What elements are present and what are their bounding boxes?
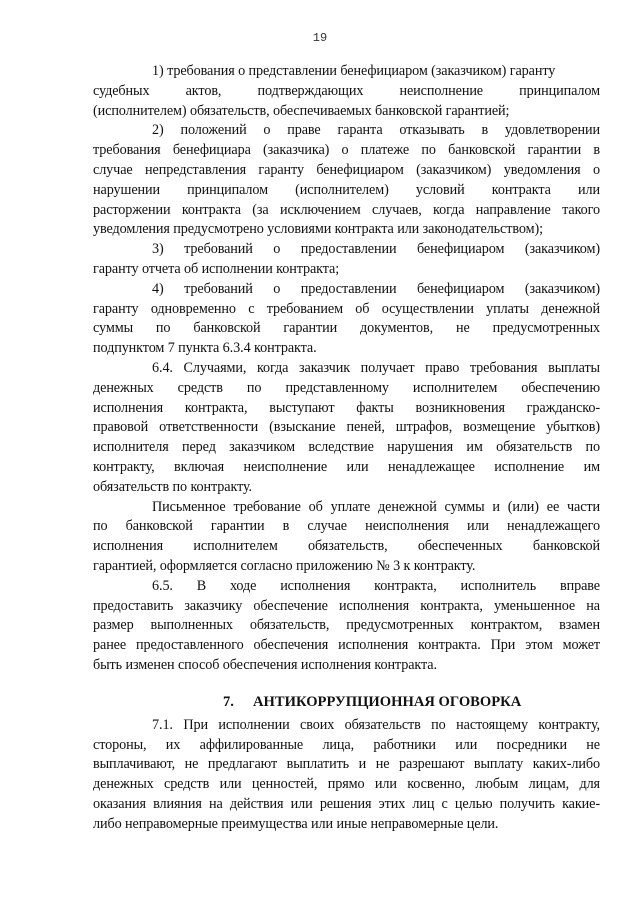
section-title: АНТИКОРРУПЦИОННАЯ ОГОВОРКА bbox=[253, 693, 522, 710]
text-line: 6.4. Случаями, когда заказчик получает право требования выплаты bbox=[152, 359, 600, 376]
section-6-text bbox=[93, 62, 600, 676]
text-line: денежных средств по представленному исполнителем обеспечению bbox=[93, 379, 600, 396]
text-line: уведомления предусмотрено условиями контракта или законодательством); bbox=[93, 221, 543, 238]
text-line: правовой ответственности (взыскание пеней, штрафов, возмещение убытков) bbox=[93, 419, 600, 436]
text-line: обязательств по контракту. bbox=[93, 478, 253, 495]
text-line: суммы по банковской гарантии документов, не предусмотренных bbox=[93, 320, 600, 337]
text-line: быть изменен способ обеспечения исполнения контракта. bbox=[93, 656, 437, 673]
document-body bbox=[93, 62, 600, 834]
text-line: Письменное требование об уплате денежной суммы и (или) ее части bbox=[152, 498, 600, 515]
text-line: случае непредставления гаранту бенефициаром (заказчиком) уведомления о bbox=[93, 161, 600, 178]
text-line: 1) требования о представлении бенефициаром (заказчиком) гаранту bbox=[152, 63, 556, 79]
text-line: оказания влияния на действия или решения этих лиц с целью получить какие- bbox=[93, 795, 600, 812]
text-line: денежных средств или ценностей, прямо или косвенно, любым лицам, для bbox=[93, 776, 600, 793]
text-line: контракту, включая неисполнение или ненадлежащее исполнение им bbox=[93, 458, 600, 475]
text-line: гаранту одновременно с требованием об осуществлении уплаты денежной bbox=[93, 300, 600, 317]
text-line: предоставить заказчику обеспечение исполнения контракта, уменьшенное на bbox=[93, 597, 600, 614]
text-line: 7.1. При исполнении своих обязательств по настоящему контракту, bbox=[152, 716, 600, 733]
section-heading bbox=[93, 692, 600, 712]
page-number: 19 bbox=[312, 31, 328, 45]
text-line: стороны, их аффилированные лица, работники или посредники не bbox=[93, 736, 600, 753]
text-line: исполнителя перед заказчиком вследствие нарушения им обязательств по bbox=[93, 439, 600, 456]
text-line: гарантией, оформляется согласно приложению № 3 к контракту. bbox=[93, 557, 476, 574]
text-line: по банковской гарантии в случае неисполнения или ненадлежащего bbox=[93, 518, 600, 535]
text-line: либо неправомерные преимущества или иные неправомерные цели. bbox=[93, 815, 499, 832]
section-7-text bbox=[93, 716, 600, 835]
text-line: 4) требований о предоставлении бенефициаром (заказчиком) bbox=[152, 280, 600, 297]
text-line: подпунктом 7 пункта 6.3.4 контракта. bbox=[93, 340, 317, 357]
text-line: (исполнителем) обязательств, обеспечиваемых банковской гарантией; bbox=[93, 102, 510, 119]
text-line: 3) требований о предоставлении бенефициаром (заказчиком) bbox=[152, 241, 600, 258]
text-line: исполнения контракта, выступают факты возникновения гражданско- bbox=[93, 399, 600, 416]
text-line: расторжении контракта (за исключением случаев, когда направление такого bbox=[93, 201, 600, 218]
text-line: 2) положений о праве гаранта отказывать в удовлетворении bbox=[152, 122, 600, 139]
text-line: размер выполненных обязательств, предусмотренных контрактом, взамен bbox=[93, 617, 600, 634]
text-line: требования бенефициара (заказчика) о платеже по банковской гарантии в bbox=[93, 142, 600, 159]
text-line: судебных актов, подтверждающих неисполнение принципалом bbox=[93, 82, 600, 99]
text-line: нарушении принципалом (исполнителем) условий контракта или bbox=[93, 181, 600, 198]
section-number: 7. bbox=[223, 693, 234, 710]
text-line: ранее предоставленного обеспечения исполнения контракта. При этом может bbox=[93, 637, 600, 654]
text-line: 6.5. В ходе исполнения контракта, исполнитель вправе bbox=[152, 577, 600, 594]
text-line: выплачивают, не предлагают выплатить и не разрешают выплату каких-либо bbox=[93, 756, 600, 773]
text-line: исполнения исполнителем обязательств, обеспеченных банковской bbox=[93, 538, 600, 555]
text-line: гаранту отчета об исполнении контракта; bbox=[93, 260, 340, 277]
